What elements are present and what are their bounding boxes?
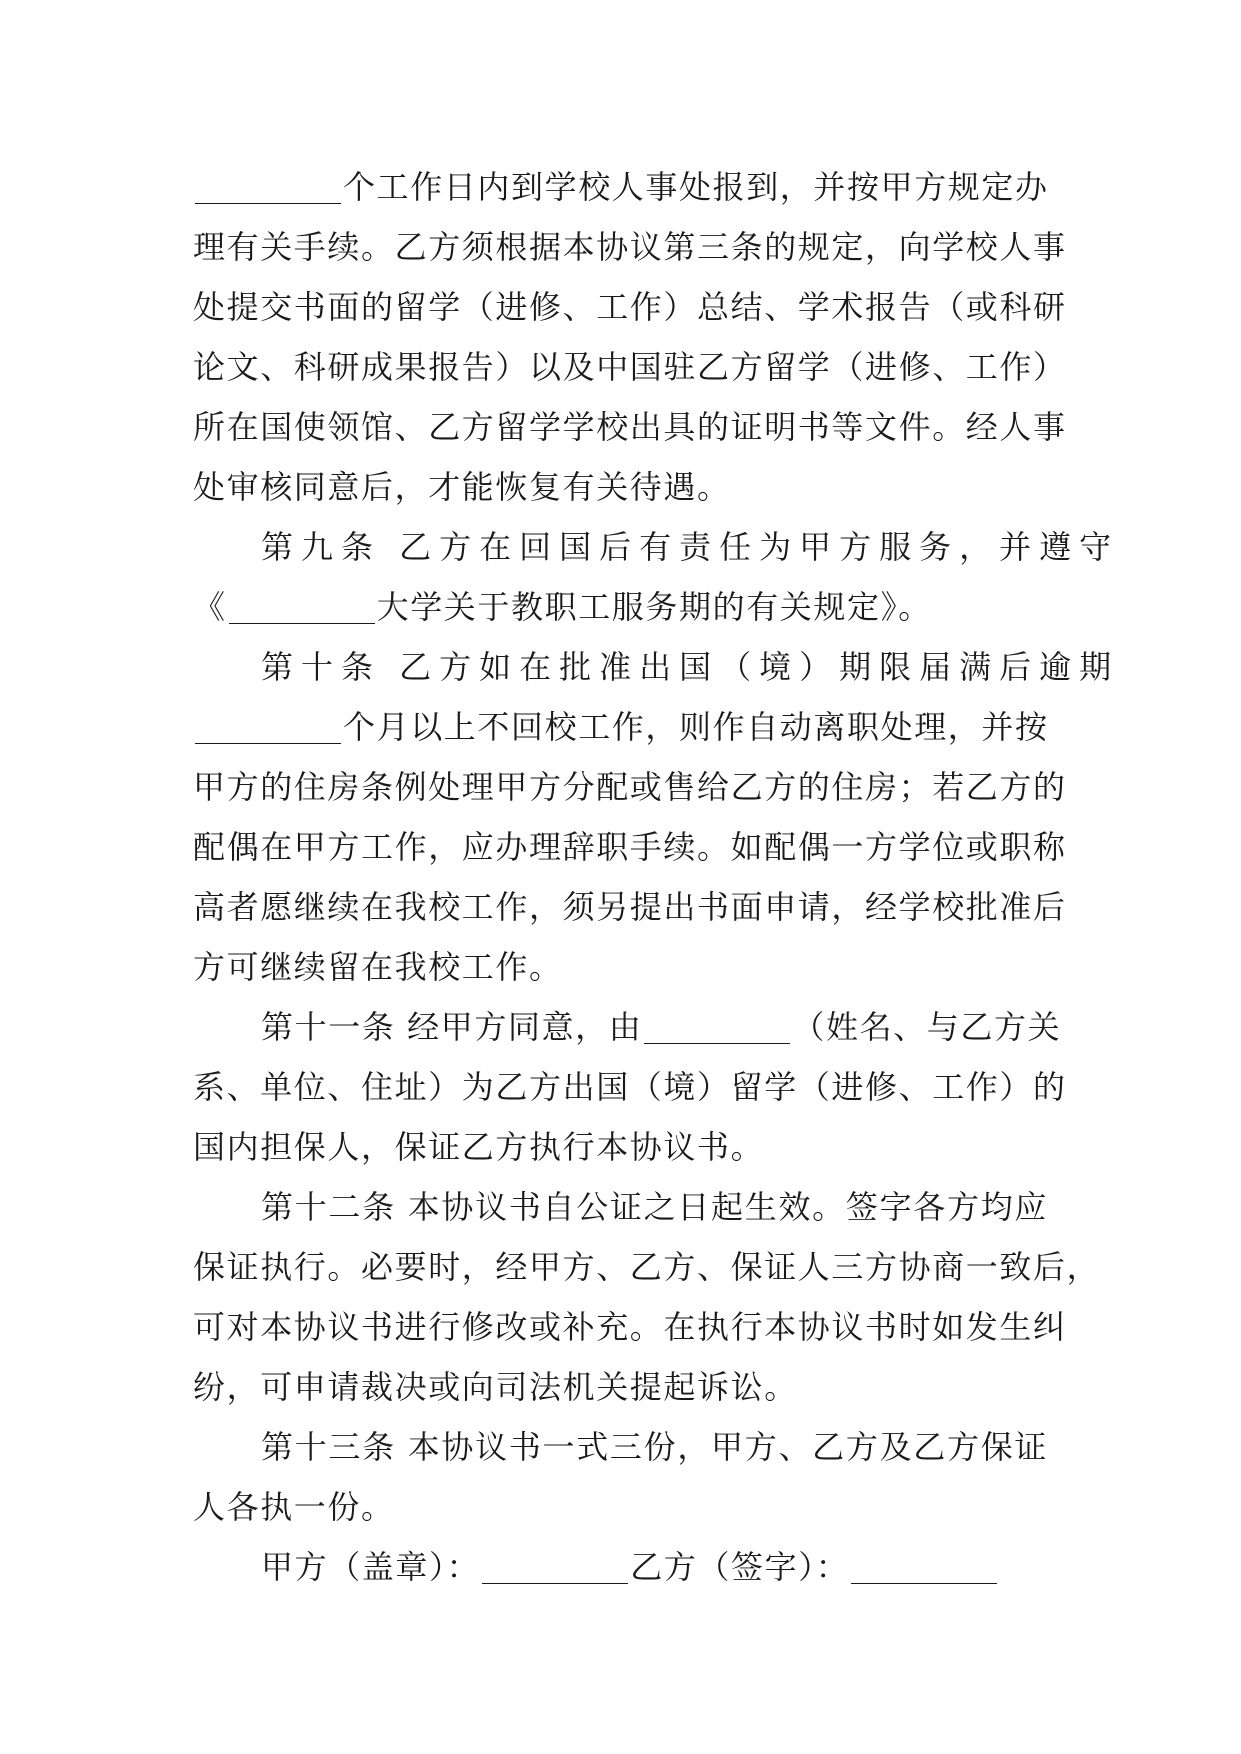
text-line: 甲方的住房条例处理甲方分配或售给乙方的住房；若乙方的: [193, 768, 1067, 806]
text-line: 系、单位、住址）为乙方出国（境）留学（进修、工作）的: [193, 1068, 1067, 1106]
text-line: 方可继续留在我校工作。: [193, 948, 563, 986]
text-line: 处提交书面的留学（进修、工作）总结、学术报告（或科研: [193, 288, 1067, 326]
text-line: [193, 697, 1048, 757]
party-b-signature-blank: [851, 1551, 997, 1584]
text-line: [193, 157, 1048, 217]
text-line: 论文、科研成果报告）以及中国驻乙方留学（进修、工作）: [193, 348, 1067, 386]
fill-blank: [195, 171, 341, 204]
fill-blank: [644, 1011, 790, 1044]
line-text: （姓名、与乙方关: [792, 1008, 1062, 1046]
text-line: 配偶在甲方工作，应办理辞职手续。如配偶一方学位或职称: [193, 828, 1067, 866]
signature-line: [193, 1537, 1048, 1597]
party-a-seal-blank: [482, 1551, 628, 1584]
text-line: 保证执行。必要时，经甲方、乙方、保证人三方协商一致后，: [193, 1248, 1101, 1286]
line-text: 个月以上不回校工作，则作自动离职处理，并按: [343, 708, 1049, 746]
document-page: [193, 157, 1120, 1597]
line-text: 大学关于教职工服务期的有关规定》。: [376, 588, 932, 626]
line-text: 《: [193, 588, 227, 626]
text-line: 处审核同意后，才能恢复有关待遇。: [193, 468, 731, 506]
text-line: 国内担保人，保证乙方执行本协议书。: [193, 1128, 765, 1166]
text-line: 可对本协议书进行修改或补充。在执行本协议书时如发生纠: [193, 1308, 1067, 1346]
party-b-signature-label: 乙方（签字）：: [630, 1548, 850, 1586]
fill-blank: [229, 591, 375, 624]
line-text: 第十一条 经甲方同意，由: [261, 1008, 643, 1046]
line-text: 个工作日内到学校人事处报到，并按甲方规定办: [343, 168, 1049, 206]
article-10-heading: 第十条 乙方如在批准出国（境）期限届满后逾期: [261, 648, 1120, 686]
article-13-heading: 第十三条 本协议书一式三份，甲方、乙方及乙方保证: [261, 1428, 1048, 1466]
article-12-heading: 第十二条 本协议书自公证之日起生效。签字各方均应: [261, 1188, 1048, 1226]
text-line: 理有关手续。乙方须根据本协议第三条的规定，向学校人事: [193, 228, 1067, 266]
text-line: 高者愿继续在我校工作，须另提出书面申请，经学校批准后: [193, 888, 1067, 926]
text-line: 纷，可申请裁决或向司法机关提起诉讼。: [193, 1368, 798, 1406]
party-a-seal-label: 甲方（盖章）：: [261, 1548, 481, 1586]
text-line: 所在国使领馆、乙方留学学校出具的证明书等文件。经人事: [193, 408, 1067, 446]
article-11-heading: [193, 997, 1062, 1057]
article-9-heading: 第九条 乙方在回国后有责任为甲方服务，并遵守: [261, 528, 1120, 566]
fill-blank: [195, 711, 341, 744]
text-line: 人各执一份。: [193, 1488, 395, 1526]
text-line: [193, 577, 1048, 637]
